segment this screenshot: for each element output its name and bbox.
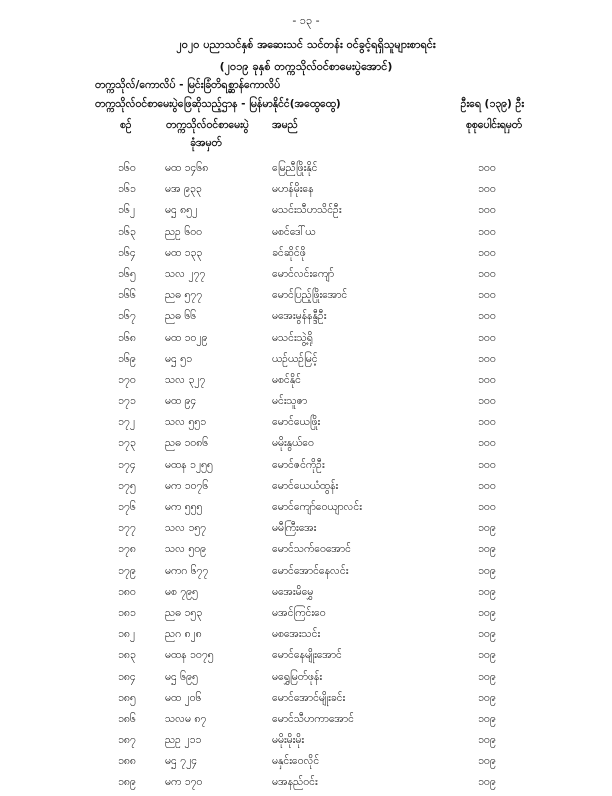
row-number: ၁၇၇ <box>118 522 136 535</box>
roll-number: မထန ၁၀၇၅ <box>165 649 214 662</box>
document-subtitle: (၂၀၁၉ ခုနှစ် တက္ကသိုလ်ဝင်စာမေးပွဲအောင်) <box>219 60 393 73</box>
table-row <box>0 351 612 372</box>
student-name: မြေညီဖြိုးနိုင် <box>272 162 318 174</box>
table-row <box>0 181 612 202</box>
student-name: မောင်ပြည့်ဖြိုးအောင် <box>272 289 348 302</box>
total-score: ၁၀၀ <box>478 267 496 280</box>
total-score: ၁၀၉ <box>478 585 496 598</box>
row-number: ၁၆၈ <box>118 331 136 344</box>
roll-number: မဌ ၈၅၂ <box>165 204 198 217</box>
table-row <box>0 414 612 435</box>
total-score: ၁၀၀ <box>478 310 496 323</box>
roll-number: ညဂ ၈၂၈ <box>165 628 202 641</box>
exam-department-label: တက္ကသိုလ်ဝင်စာမေးပွဲဖြေဆိုသည့်ဌာန - မြန်မာနိုင်ငံ(အထွေထွေ) <box>95 98 341 110</box>
total-score: ၁၀၉ <box>478 734 496 747</box>
roll-number: သလ ၂၇၇ <box>165 267 206 280</box>
roll-number: မက ၁၀၇၆ <box>165 479 209 492</box>
student-name: မသင်းသွဲ့ရို <box>272 331 313 344</box>
row-number: ၁၈၀ <box>118 585 136 598</box>
total-score: ၁၀၉ <box>478 776 496 789</box>
results-table <box>0 160 612 796</box>
total-score: ၁၀၉ <box>478 691 496 704</box>
student-name: မမီကြီးအေး <box>272 522 317 535</box>
row-number: ၁၆၅ <box>118 267 136 280</box>
table-row <box>0 435 612 456</box>
total-score: ၁၀၀ <box>478 183 496 196</box>
student-name: မောင်ဇင်ကိုဦး <box>272 458 325 471</box>
roll-number: ညဓ ၆၆ <box>165 310 197 323</box>
table-row <box>0 308 612 329</box>
roll-number: ညဥ ၆၀၀ <box>165 225 203 238</box>
row-number: ၁၇၂ <box>118 416 135 429</box>
roll-number: မထ ၁၀၂၉ <box>165 331 208 344</box>
student-name: မမိုးမိုးမိုး <box>272 734 304 747</box>
table-row <box>0 478 612 499</box>
table-row <box>0 647 612 668</box>
row-number: ၁၆၁ <box>118 183 136 196</box>
roll-number: မထန ၁၂၅၅ <box>165 458 213 471</box>
table-row <box>0 711 612 732</box>
total-score: ၁၀၉ <box>478 649 496 662</box>
table-row <box>0 732 612 753</box>
table-row <box>0 372 612 393</box>
roll-number: သလ ၁၅၇ <box>165 522 207 535</box>
table-row <box>0 669 612 690</box>
row-number: ၁၆၃ <box>118 225 136 238</box>
row-number: ၁၈၈ <box>118 755 136 768</box>
total-score: ၁၀၀ <box>478 162 496 174</box>
student-name: မအနည်ဝင်း <box>272 776 318 789</box>
row-number: ၁၆၂ <box>118 204 135 217</box>
roll-number: ညဓ ၁၀၈၆ <box>165 437 209 450</box>
row-number: ၁၈၆ <box>118 712 136 725</box>
table-row <box>0 541 612 562</box>
student-name: မောင်ကျော်ဝေယျာလင်း <box>272 501 362 513</box>
row-number: ၁၆၄ <box>118 246 136 259</box>
total-score: ၁၀၀ <box>478 373 496 386</box>
table-row <box>0 160 612 181</box>
row-number: ၁၆၀ <box>118 162 136 174</box>
row-number: ၁၈၅ <box>118 691 136 704</box>
student-name: မအင်ကြင်းဝေ <box>272 606 326 619</box>
student-name: မောင်လင်းကျော် <box>272 267 335 280</box>
total-score: ၁၀၀ <box>478 395 496 408</box>
student-name: မသင်းသီဟသိင်ဦး <box>272 204 342 217</box>
roll-number: မထ ၁၃၃ <box>165 246 203 259</box>
student-name: မဟန်မိုးနေ <box>272 183 314 196</box>
row-number: ၁၈၁ <box>118 606 136 619</box>
table-row <box>0 330 612 351</box>
roll-number: မထ ၉၄ <box>165 395 197 408</box>
total-score: ၁၀၀ <box>478 352 496 365</box>
row-number: ၁၇၄ <box>118 458 136 471</box>
roll-number: မဌ ၅၁ <box>165 352 192 365</box>
row-number: ၁၆၆ <box>118 289 136 302</box>
student-name: မမိုးနွယ်ဝေ <box>272 437 314 450</box>
table-row <box>0 224 612 245</box>
roll-number: မဌ ၇၂၄ <box>165 755 198 768</box>
student-name: မစင်ဒေါ်ယ <box>272 225 316 238</box>
row-number: ၁၇၈ <box>118 543 136 556</box>
table-row <box>0 393 612 414</box>
total-score: ၁၀၀ <box>478 204 496 217</box>
table-row <box>0 563 612 584</box>
table-row <box>0 690 612 711</box>
student-name: ခင်ဆိုင်ဖို <box>272 246 306 259</box>
row-number: ၁၇၅ <box>118 479 136 492</box>
column-header-no: စဉ် <box>120 119 132 131</box>
table-row <box>0 499 612 520</box>
headcount-label: ဦးရေ (၁၃၉) ဦး <box>460 98 524 110</box>
total-score: ၁၀၀ <box>478 458 496 471</box>
document-title: ၂၀၂၀ ပညာသင်နှစ် အဆေးသင် သင်တန်း ဝင်ခွင့်ရရှိသူများစာရင်း <box>176 38 436 51</box>
column-header-roll-sub: ခုံအမှတ် <box>190 137 222 149</box>
student-name: မောင်အောင်နေလင်း <box>272 564 349 577</box>
total-score: ၁၀၉ <box>478 670 496 683</box>
roll-number: သလ ၃၂၇ <box>165 373 206 386</box>
student-name: မောင်သီဟကာအောင် <box>272 712 354 725</box>
table-row <box>0 520 612 541</box>
roll-number: သလ ၅၀၉ <box>165 543 207 556</box>
total-score: ၁၀၀ <box>478 289 496 302</box>
student-name: မောင်အောင်မျိုးခင်း <box>272 691 346 704</box>
roll-number: မအ ၉၃၃ <box>165 183 202 196</box>
student-name: ယဉ်ယဉ်မြင့် <box>272 352 318 365</box>
student-name: မင်းသူဇာ <box>272 395 308 408</box>
row-number: ၁၇၉ <box>118 564 136 577</box>
table-row <box>0 626 612 647</box>
total-score: ၁၀၉ <box>478 628 496 641</box>
total-score: ၁၀၉ <box>478 522 496 535</box>
row-number: ၁၇၆ <box>118 501 136 513</box>
total-score: ၁၀၀ <box>478 479 496 492</box>
row-number: ၁၇၀ <box>118 373 136 386</box>
row-number: ၁၆၉ <box>118 352 136 365</box>
student-name: မစအေးသင်း <box>272 628 321 641</box>
table-row <box>0 584 612 605</box>
roll-number: မထ ၂၀၆ <box>165 691 202 704</box>
row-number: ၁၈၃ <box>118 649 136 662</box>
university-label: တက္ကသိုလ်/ကောလိပ် - မြင်းခြံတိရစ္ဆာန်ကောလိပ် <box>95 79 281 91</box>
column-header-roll: တက္ကသိုလ်ဝင်စာမေးပွဲ <box>166 119 249 131</box>
table-row <box>0 266 612 287</box>
total-score: ၁၀၉ <box>478 755 496 768</box>
total-score: ၁၀၀ <box>478 246 496 259</box>
roll-number: ညဓ ၁၅၃ <box>165 606 203 619</box>
student-name: မောင်သက်ဝေအောင် <box>272 543 351 556</box>
student-name: မရွှေမြတ်ဖုန်း <box>272 670 323 683</box>
row-number: ၁၈၉ <box>118 776 136 789</box>
total-score: ၁၀၉ <box>478 712 496 725</box>
row-number: ၁၈၄ <box>118 670 136 683</box>
total-score: ၁၀၀ <box>478 416 496 429</box>
total-score: ၁၀၉ <box>478 606 496 619</box>
student-name: မနှင်းဝေလိုင် <box>272 755 320 768</box>
row-number: ၁၈၇ <box>118 734 136 747</box>
page-number: - ၁၃ - <box>292 14 320 27</box>
total-score: ၁၀၀ <box>478 501 496 513</box>
roll-number: ညဓ ၅၇၇ <box>165 289 203 302</box>
roll-number: ညဥ ၂၁၁ <box>165 734 202 747</box>
roll-number: မစ ၇၉၅ <box>165 585 198 598</box>
total-score: ၁၀၀ <box>478 437 496 450</box>
table-row <box>0 753 612 774</box>
table-row <box>0 202 612 223</box>
roll-number: သလ ၅၅၁ <box>165 416 207 429</box>
row-number: ၁၇၁ <box>118 395 136 408</box>
roll-number: မဌ ၆၉၅ <box>165 670 198 683</box>
student-name: မောင်ယေဖြိုး <box>272 416 321 429</box>
total-score: ၁၀၉ <box>478 543 496 556</box>
student-name: မအေးမိမွှေ <box>272 585 314 598</box>
roll-number: သလမ ၈၇ <box>165 712 207 725</box>
roll-number: မက ၁၇၀ <box>165 776 203 789</box>
column-header-name: အမည် <box>272 119 298 131</box>
roll-number: မက ၅၅၅ <box>165 501 203 513</box>
student-name: မောင်နေမျိုးအောင် <box>272 649 342 662</box>
total-score: ၁၀၀ <box>478 225 496 238</box>
total-score: ၁၀၀ <box>478 331 496 344</box>
table-row <box>0 774 612 795</box>
table-row <box>0 287 612 308</box>
roll-number: မထ ၁၄၆၈ <box>165 162 209 174</box>
row-number: ၁၇၃ <box>118 437 136 450</box>
total-score: ၁၀၉ <box>478 564 496 577</box>
row-number: ၁၈၂ <box>118 628 136 641</box>
roll-number: မကဂ ၆၇၇ <box>165 564 209 577</box>
table-row <box>0 605 612 626</box>
table-row <box>0 457 612 478</box>
row-number: ၁၆၇ <box>118 310 136 323</box>
student-name: မစင်နိုင် <box>272 373 301 386</box>
table-row <box>0 245 612 266</box>
student-name: မအေးမွန်နန္ဒီဦး <box>272 310 327 323</box>
student-name: မောင်ယေယံထွန်း <box>272 479 339 492</box>
column-header-score: စုစုပေါင်းရမှတ် <box>465 119 522 131</box>
